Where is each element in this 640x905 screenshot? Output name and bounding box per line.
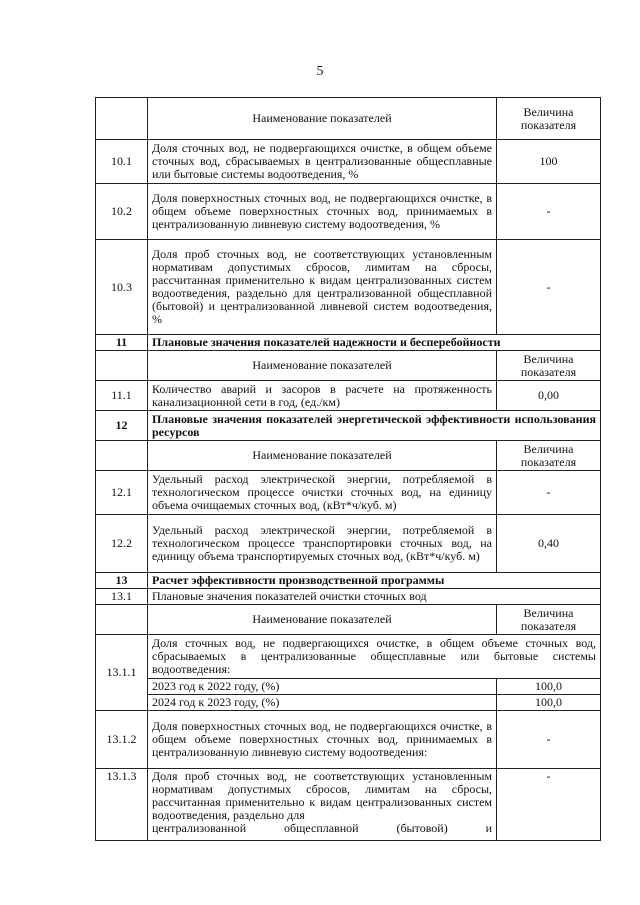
page-number: 5 (316, 64, 324, 79)
row-value: 0,40 (497, 515, 601, 573)
row-number: 10.2 (96, 184, 148, 240)
row-description: Доля сточных вод, не подвергающихся очистке, в общем объеме сточных вод, сбрасываемых в централизованные общесплавные или бытовые системы водоотведения: (148, 635, 601, 679)
section-number: 11 (96, 335, 148, 351)
row-number: 13.1.2 (96, 711, 148, 769)
header-value-cell: Величина показателя (497, 98, 601, 140)
row-number: 13.1.3 (96, 769, 148, 841)
header-name-cell: Наименование показателей (148, 98, 497, 140)
table-row-13-1-1 (96, 635, 601, 679)
row-description: Доля проб сточных вод, не соответствующих установленным нормативам допустимых сбросов, лимитам на сбросы, рассчитанная применительно к видам централизованных систем водоотведения, раздельно для (152, 769, 492, 822)
section-row-11 (96, 335, 601, 351)
subrow-label: 2023 год к 2022 году, (%) (148, 679, 497, 695)
row-description-cell (148, 769, 497, 841)
header-num-cell (96, 605, 148, 635)
section-title: Плановые значения показателей энергетической эффективности использования ресурсов (148, 411, 601, 441)
row-number: 13.1.1 (96, 635, 148, 711)
header-row (96, 98, 601, 140)
row-description: Доля сточных вод, не подвергающихся очистке, в общем объеме сточных вод, сбрасываемых в централизованные общесплавные или бытовые системы водоотведения, % (148, 140, 497, 184)
header-value-cell: Величина показателя (497, 351, 601, 381)
header-num-cell (96, 351, 148, 381)
section-title: Плановые значения показателей надежности и бесперебойности (148, 335, 601, 351)
section-row-13 (96, 573, 601, 589)
subrow-value: 100,0 (497, 695, 601, 711)
table-row-10-1 (96, 140, 601, 184)
subrow-2024 (96, 695, 601, 711)
table-row-13-1-3 (96, 769, 601, 841)
row-description: Доля поверхностных сточных вод, не подвергающихся очистке, в общем объеме поверхностных сточных вод, принимаемых в централизованную ливневую систему водоотведения, % (148, 184, 497, 240)
table-row-10-2 (96, 184, 601, 240)
table-row-13-1 (96, 589, 601, 605)
section-number: 12 (96, 411, 148, 441)
row-value: - (497, 769, 601, 841)
table-row-12-2 (96, 515, 601, 573)
row-number: 10.1 (96, 140, 148, 184)
row-value: 100 (497, 140, 601, 184)
row-description: Плановые значения показателей очистки сточных вод (148, 589, 601, 605)
row-description: Удельный расход электрической энергии, потребляемой в технологическом процессе очистки сточных вод, на единицу объема очищаемых сточных вод, (кВт*ч/куб. м) (148, 471, 497, 515)
row-description-last-line: централизованной общесплавной (бытовой) и (152, 821, 492, 835)
header-row (96, 351, 601, 381)
row-description: Доля поверхностных сточных вод, не подвергающихся очистке, в общем объеме поверхностных сточных вод, принимаемых в централизованную ливневую систему водоотведения: (148, 711, 497, 769)
row-description: Доля проб сточных вод, не соответствующих установленным нормативам допустимых сбросов, лимитам на сбросы, рассчитанная применительно к видам централизованных систем водоотведения, раздельно для централизованной общесплавной (бытовой) и централизованной ливневой систем водоотведения, % (148, 240, 497, 335)
header-value-cell: Величина показателя (497, 441, 601, 471)
row-number: 12.1 (96, 471, 148, 515)
row-value: - (497, 471, 601, 515)
subrow-2023 (96, 679, 601, 695)
header-row (96, 605, 601, 635)
header-row (96, 441, 601, 471)
row-number: 11.1 (96, 381, 148, 411)
row-value: - (497, 240, 601, 335)
table-row-13-1-2 (96, 711, 601, 769)
header-num-cell (96, 98, 148, 140)
subrow-label: 2024 год к 2023 году, (%) (148, 695, 497, 711)
table-row-11-1 (96, 381, 601, 411)
section-number: 13 (96, 573, 148, 589)
row-value: 0,00 (497, 381, 601, 411)
header-name-cell: Наименование показателей (148, 441, 497, 471)
row-number: 10.3 (96, 240, 148, 335)
row-number: 12.2 (96, 515, 148, 573)
header-name-cell: Наименование показателей (148, 351, 497, 381)
section-title: Расчет эффективности производственной программы (148, 573, 601, 589)
header-name-cell: Наименование показателей (148, 605, 497, 635)
header-num-cell (96, 441, 148, 471)
section-row-12 (96, 411, 601, 441)
row-value: - (497, 184, 601, 240)
table-row-12-1 (96, 471, 601, 515)
indicators-table (95, 97, 601, 841)
row-value: - (497, 711, 601, 769)
row-description: Количество аварий и засоров в расчете на протяженность канализационной сети в год, (ед./км) (148, 381, 497, 411)
header-value-cell: Величина показателя (497, 605, 601, 635)
subrow-value: 100,0 (497, 679, 601, 695)
row-number: 13.1 (96, 589, 148, 605)
row-description: Удельный расход электрической энергии, потребляемой в технологическом процессе транспортировки сточных вод, на единицу объема транспортируемых сточных вод, (кВт*ч/куб. м) (148, 515, 497, 573)
table-row-10-3 (96, 240, 601, 335)
